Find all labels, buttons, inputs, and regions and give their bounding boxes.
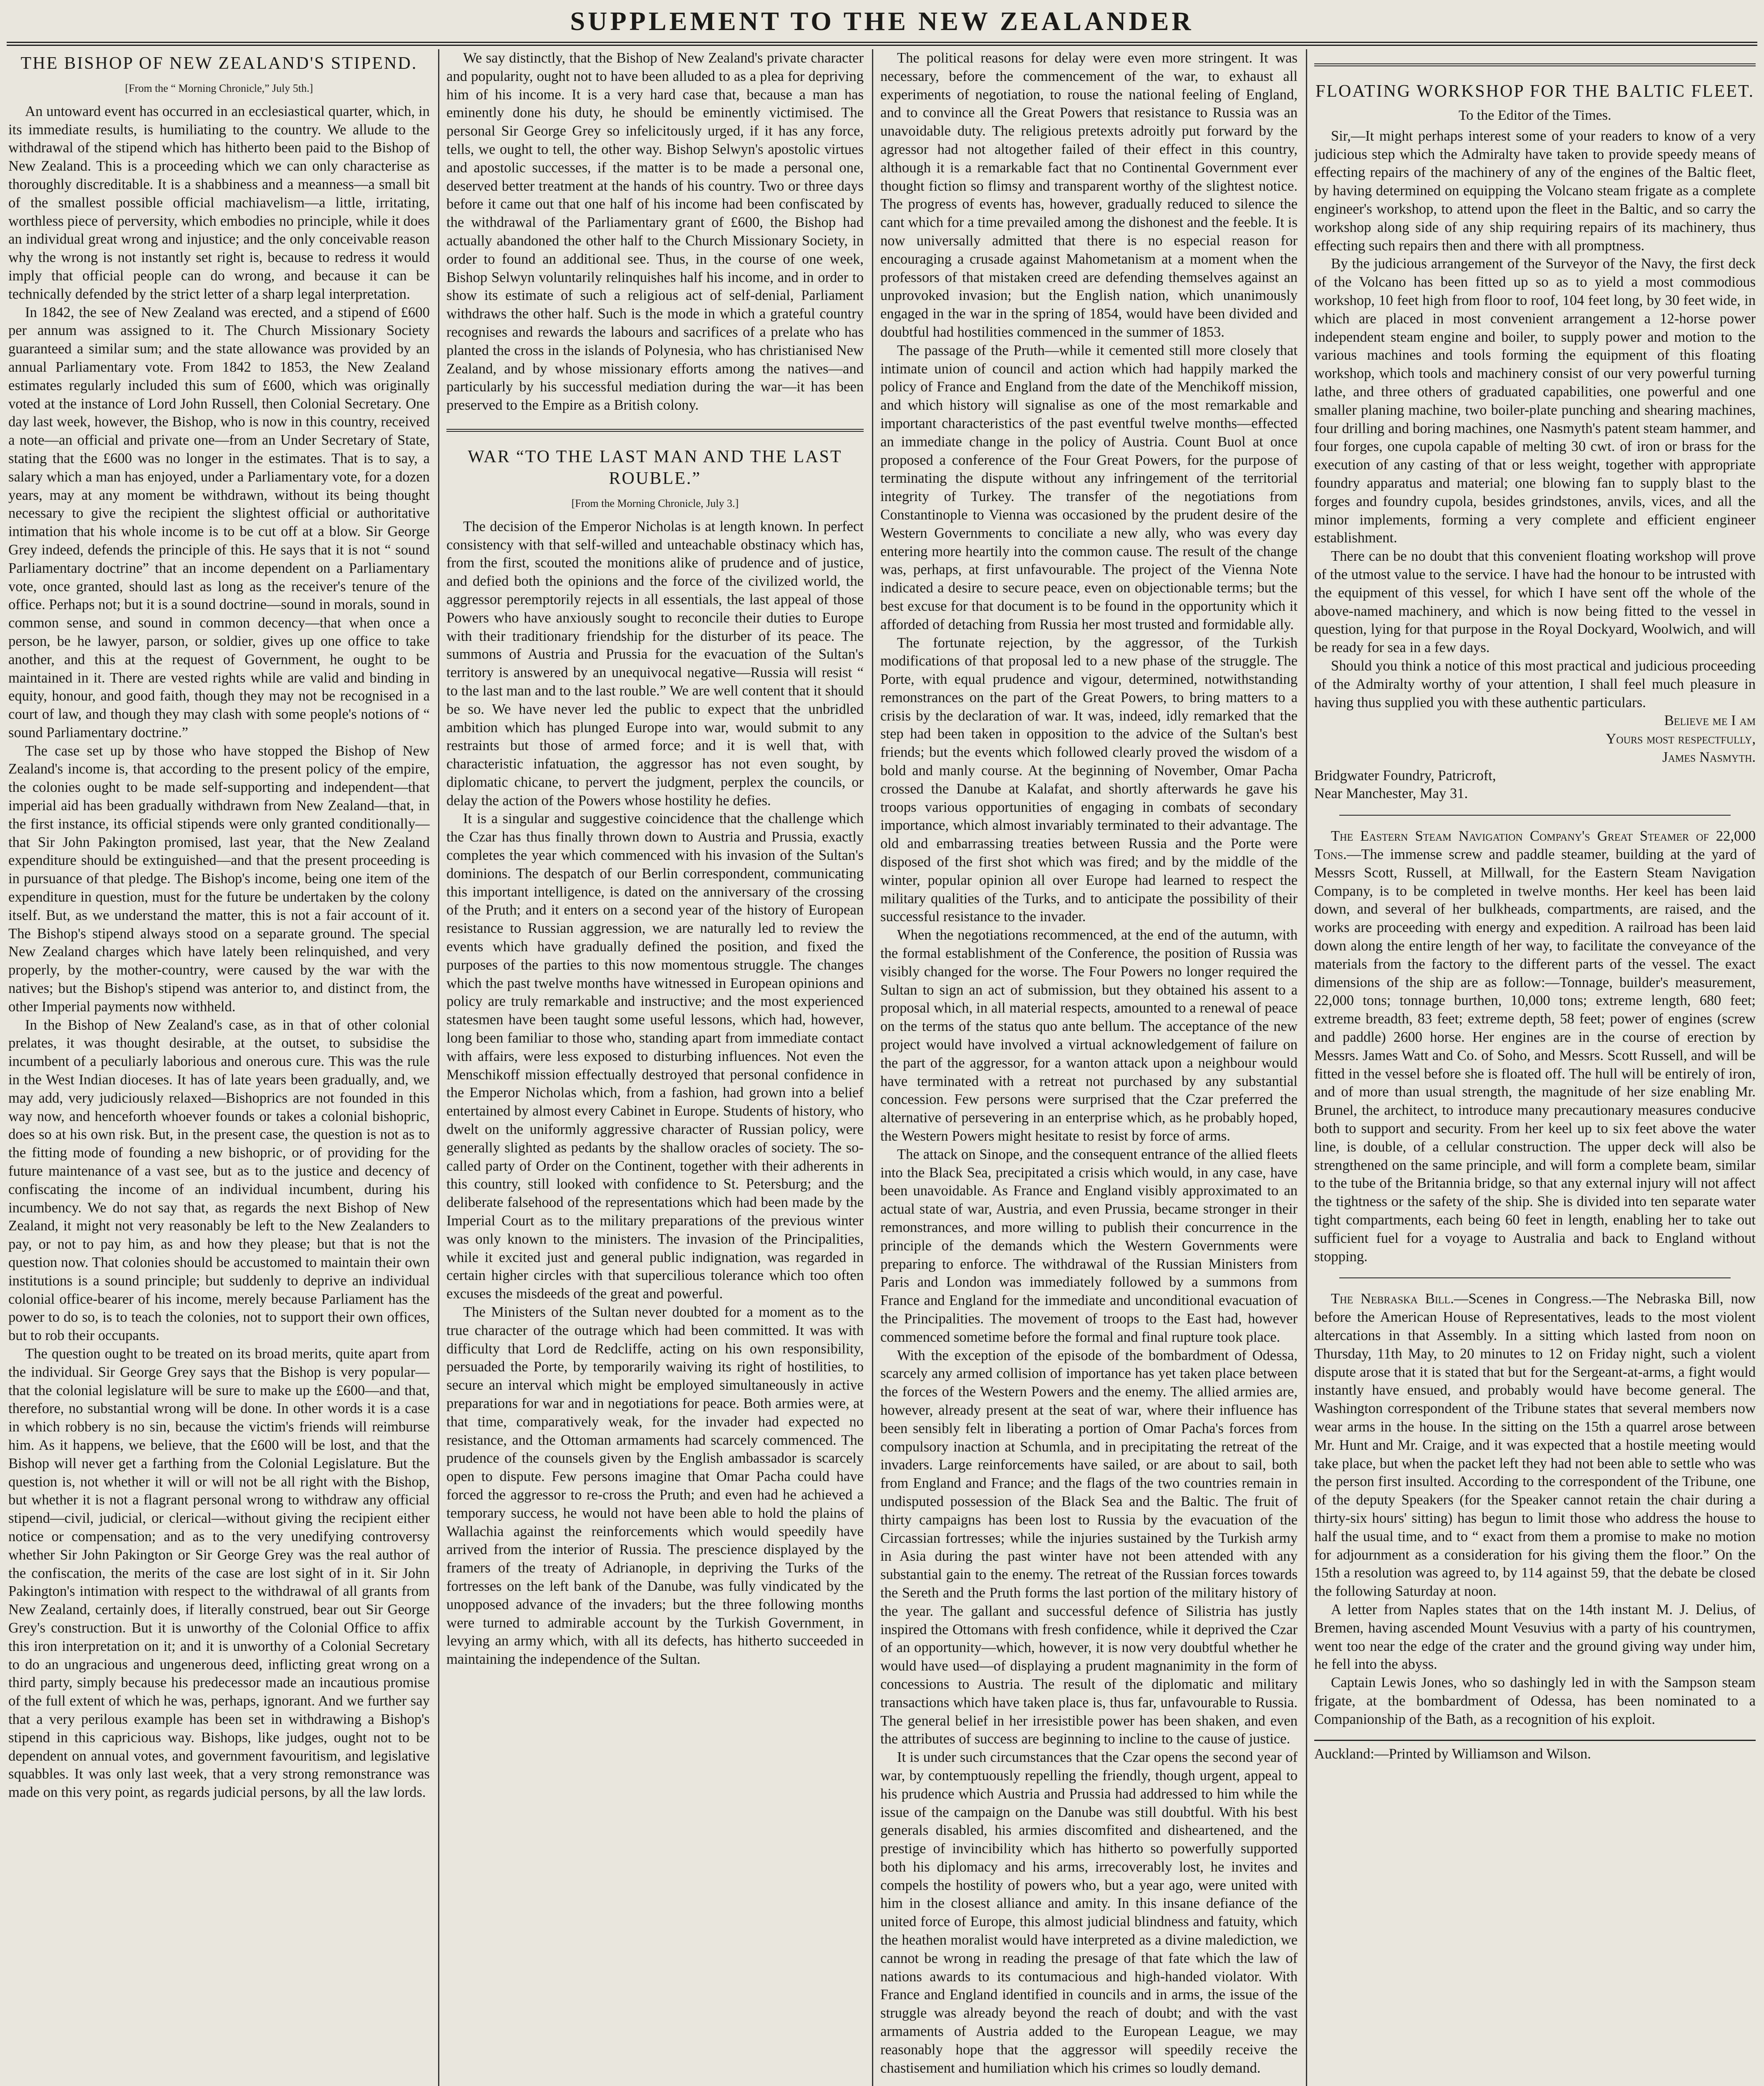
letter-closing: Believe me I am xyxy=(1664,713,1756,729)
column-2 xyxy=(446,49,864,2086)
letter-address: Bridgwater Foundry, Patricroft, xyxy=(1314,767,1496,784)
article-lead: The Nebraska Bill. xyxy=(1331,1291,1454,1307)
article-headline: WAR “TO THE LAST MAN AND THE LAST ROUBLE.” xyxy=(468,447,842,488)
article-paragraph: We say distinctly, that the Bishop of New Zealand's private character and popularity, ought not to have been alluded to as a plea for depriving him of his income. It is a very hard case that, because a man has eminently done his duty, he should be eminently victimised. The personal Sir George Grey so infelicitously urged, if it has any force, tells, we ought to tell, the other way. Bishop Selwyn's apostolic virtues and apostolic successes, if the matter is to be made a personal one, deserved better treatment at the hands of his country. Two or three days before it came out that one half of his income had been confiscated by the withdrawal of the Parliamentary grant of £600, the Bishop had actually abandoned the other half to the Church Missionary Society, in order to found an additional see. Thus, in the course of one week, Bishop Selwyn voluntarily relinquishes half his income, and in order to show its estimate of such a religious act of self-denial, Parliament withdraws the other half. Such is the mode in which a grateful country recognises and rewards the labours and sacrifices of a prelate who has planted the cross in the islands of Polynesia, who has christianised New Zealand, and by whose missionary efforts among the natives—and particularly by his successful mediation during the war—it has been preserved to the Empire as a British colony. xyxy=(446,50,864,413)
article-paragraph: There can be no doubt that this convenient floating workshop will prove of the utmost value to the service. I have had the honour to be intrusted with the equipment of this vessel, for which I have sent off the whole of the above-named machinery, and which is now being fitted to the vessel in question, lying for that purpose in the Royal Dockyard, Woolwich, and will be ready for sea in a few days. xyxy=(1314,548,1756,656)
article-paragraph xyxy=(1314,1290,1756,1601)
article-paragraph: An untoward event has occurred in an ecclesiastical quarter, which, in its immediate results, is humiliating to the country. We allude to the withdrawal of the stipend which has hitherto been paid to the Bishop of New Zealand. This is a proceeding which we can only characterise as thoroughly discreditable. It is a shabbiness and a meanness—a small bit of the smallest possible official machiavelism—a little, irritating, worthless piece of perversity, which embodies no principle, while it does an individual great wrong and injustice; and the only conceivable reason why the wrong is not instantly set right is, because to redress it would imply that official people can do wrong, and because it can be technically defended by the strict letter of a sharp legal interpretation. xyxy=(8,103,430,302)
article-divider xyxy=(1314,63,1756,66)
article-paragraph: It is under such circumstances that the Czar opens the second year of war, by contemptuously repelling the friendly, though urgent, appeal to his prudence which Austria and Prussia had addressed to him while the issue of the campaign on the Danube was still doubtful. With his best generals disabled, his armies discomfited and disheartened, and the prestige of invincibility which has hitherto so powerfully supported both his diplomacy and his arms, irrecoverably lost, he invites and compels the hostility of powers who, but a year ago, were united with him in the closest alliance and amity. In this insane defiance of the united force of Europe, this almost judicial blindness and fatuity, which the heathen moralist would have interpreted as a divine malediction, we cannot be wrong in reading the presage of that fate which the law of nations awards to its contumacious and high-handed violator. With France and England identified in councils and in arms, the issue of the struggle was already beyond the reach of doubt; and with the vast armaments of Austria added to the European League, we may reasonably hope that the aggressor will speedily receive the chastisement and humiliation which his crimes so loudly demand. xyxy=(880,1749,1298,2076)
article-source: [From the “ Morning Chronicle,” July 5th.] xyxy=(125,82,313,94)
article-lead: The Eastern Steam Navigation Company's Great Steamer of 22,000 Tons. xyxy=(1314,828,1756,863)
article-paragraph: The attack on Sinope, and the consequent entrance of the allied fleets into the Black Sea, precipitated a crisis which would, in any case, have been unavoidable. As France and England visibly approximated to an actual state of war, Austria, and even Prussia, became stronger in their remonstrances, and more willing to publish their concurrence in the principle of the demands which the Western Governments were preparing to enforce. The withdrawal of the Russian Ministers from Paris and London was immediately followed by a summons from France and England for the immediate and unconditional evacuation of the Principalities. The movement of troops to the East had, however commenced sometime before the formal and final rupture took place. xyxy=(880,1146,1298,1345)
article-paragraph: It is a singular and suggestive coincidence that the challenge which the Czar has thus finally thrown down to Austria and Prussia, exactly completes the year which commenced with his invasion of the Sultan's dominions. The despatch of our Berlin correspondent, communicating this important intelligence, is dated on the anniversary of the crossing of the Pruth; and it enters on a second year of the history of European resistance to Russian aggression, we are naturally led to review the events which have gradually defined the position, and fixed the purposes of the parties to this now momentous struggle. The changes which the past twelve months have witnessed in European opinions and policy are truly remarkable and instructive; and the most experienced statesmen have been taught some useful lessons, which had, however, long been familiar to those who, standing apart from immediate contact with affairs, were less exposed to disturbing influences. Not even the Menschikoff mission effectually destroyed that personal confidence in the Emperor Nicholas which, from a fashion, had grown into a belief entertained by almost every Cabinet in Europe. Students of history, who dwelt on the uniformly aggressive character of Russian policy, were generally slighted as pedants by the shallow oracles of society. The so-called party of Order on the Continent, together with their adherents in this country, still looked with confidence to St. Petersburg; and the deliberate falsehood of the representations which had been made by the Imperial Court as to the military preparations of the previous winter was only known to the ministers. The invasion of the Principalities, while it excited just and general public indignation, was regarded in certain higher circles with that supercilious tolerance which too often excuses the misdeeds of the great and powerful. xyxy=(446,811,864,1302)
article-text: —The immense screw and paddle steamer, building at the yard of Messrs Scott, Russell, at Millwall, for the Eastern Steam Navigation Company, is to be completed in twelve months. Her keel has been laid down, and several of her bulkheads, compartments, are raised, and the works are proceeding with energy and expedition. A railroad has been laid down along the entire length of her way, to facilitate the conveyance of the materials from the factory to the different parts of the vessel. The exact dimensions of the ship are as follow:—Tonnage, builder's measurement, 22,000 tons; tonnage burthen, 10,000 tons; extreme length, 680 feet; extreme breadth, 83 feet; extreme depth, 58 feet; power of engines (screw and paddle) 2600 horse. Her engines are in the course of erection by Messrs. James Watt and Co. of Soho, and Messrs. Scott Russell, and will be fitted in the vessel before she is floated off. The hull will be entirely of iron, and of more than usual strength, the magnitude of her size enabling Mr. Brunel, the architect, to introduce many precautionary measures conducive both to support and security. From her keel up to six feet above the water line, is double, of a cellular construction. The upper deck will also be strengthened on the same principle, and will form a complete beam, similar to the tube of the Britannia bridge, so that any external injury will not affect the tightness or the safety of the ship. She is divided into ten separate water tight compartments, each being 60 feet in length, enabling her to take out sufficient fuel for a voyage to Australia and back to England without stopping. xyxy=(1314,846,1756,1265)
article-paragraph: When the negotiations recommenced, at the end of the autumn, with the formal establishment of the Conference, the position of Russia was visibly changed for the worse. The Four Powers no longer required the Sultan to sign an act of submission, but they obtained his assent to a proposal which, in all material respects, amounted to a renewal of peace on the terms of the status quo ante bellum. The acceptance of the new project would have involved a virtual acknowledgement of failure on the part of the aggressor, for a wanton attack upon a neighbour would have terminated with a retreat not purchased by any substantial concession. Few persons were surprised that the Czar preferred the alternative of persevering in an enterprise which, as he probably hoped, the Western Powers might hesitate to resist by force of arms. xyxy=(880,927,1298,1144)
column-divider xyxy=(1306,49,1307,2086)
article-paragraph: A letter from Naples states that on the 14th instant M. J. Delius, of Bremen, having ascended Mount Vesuvius with a party of his countrymen, went too near the edge of the crater and the ground giving way under him, he fell into the abyss. xyxy=(1314,1601,1756,1673)
article-paragraph: The Ministers of the Sultan never doubted for a moment as to the true character of the outrage which had been committed. It was with difficulty that Lord de Redcliffe, acting on his own responsibility, persuaded the Porte, by temporarily waiving its right of hostilities, to secure an interval which might be employed simultaneously in active preparations for war and in negotiations for peace. Both armies were, at that time, comparatively weak, for the invader had expected no resistance, and the Ottoman armaments had scarcely commenced. The prudence of the counsels given by the English ambassador is scarcely open to dispute. Few persons imagine that Omar Pacha could have forced the aggressor to re-cross the Pruth; and even had he achieved a temporary success, he would not have been able to hold the plains of Wallachia against the reinforcements which would speedily have arrived from the interior of Russia. The prescience displayed by the framers of the treaty of Adrianople, in depriving the Turks of the fortresses on the left bank of the Danube, was fully vindicated by the unopposed advance of the invaders; but the three following months were turned to admirable account by the Turkish Government, in levying an army which, with all its defects, has hitherto succeeded in maintaining the independence of the Sultan. xyxy=(446,1304,864,1668)
article-divider xyxy=(1339,815,1731,816)
article-paragraph: The passage of the Pruth—while it cemented still more closely that intimate union of council and action which had happily marked the policy of France and England from the date of the Menchikoff mission, and which history will signalise as one of the most remarkable and important characteristics of the past eventful twelve months—effected an immediate change in the policy of Austria. Count Buol at once proposed a conference of the Four Great Powers, for the purpose of terminating the dispute without any infringement of the territorial integrity of Turkey. The transfer of the negotiations from Constantinople to Vienna was occasioned by the prudent desire of the Western Governments to conciliate a new ally, who was every day entering more heartily into the common cause. The result of the change was, perhaps, at first unfavourable. The project of the Vienna Note indicated a desire to secure peace, even on objectionable terms; but the best excuse for that document is to be found in the opportunity which it afforded of detaching from Russia her most trusted and formidable ally. xyxy=(880,342,1298,632)
article-source: [From the Morning Chronicle, July 3.] xyxy=(571,497,739,509)
article-paragraph: With the exception of the episode of the bombardment of Odessa, scarcely any armed collision of importance has yet taken place between the forces of the Western Powers and the enemy. The allied armies are, however, already present at the seat of war, where their influence has been sensibly felt in liberating a portion of Omar Pacha's forces from compulsory inaction at Schumla, and in precipitating the retreat of the invaders. Large reinforcements have sailed, or are about to sail, both from England and France; and the flags of the two countries remain in undisputed possession of the Black Sea and the Baltic. The fruit of thirty campaigns has been lost to Russia by the evacuation of the Circassian fortresses; while the injuries sustained by the Turkish army in Asia during the past winter have not been attended with any substantial gain to the enemy. The retreat of the Russian forces towards the Sereth and the Pruth forms the last portion of the military history of the year. The gallant and successful defence of Silistria has justly inspired the Ottomans with fresh confidence, while it deprived the Czar of an opportunity—which, however, it is now very doubtful whether he would have used—of displaying a prudent magnanimity in the form of concessions to Austria. The result of the diplomatic and military transactions which have taken place is, thus far, unfavourable to Russia. The general belief in her irresistible power has been shaken, and even the attributes of success are beginning to incline to the cause of justice. xyxy=(880,1347,1298,1747)
article-paragraph: Captain Lewis Jones, who so dashingly led in with the Sampson steam frigate, at the bombardment of Odessa, has been nominated to a Companionship of the Bath, as a recognition of his exploit. xyxy=(1314,1675,1756,1727)
masthead-rule xyxy=(7,42,1757,46)
letter-closing: Yours most respectfully, xyxy=(1605,731,1756,747)
article-paragraph: Sir,—It might perhaps interest some of your readers to know of a very judicious step which the Admiralty have taken to provide speedy means of effecting repairs of the machinery of any of the engines of the Baltic fleet, by having determined on equipping the Volcano steam frigate as a complete engineer's workshop, to attend upon the fleet in the Baltic, and so carry the workshop along side of any ship requiring repairs of its machinery, thus effecting such repairs then and there with all promptness. xyxy=(1314,128,1756,254)
printer-imprint: Auckland:—Printed by Williamson and Wilson. xyxy=(1314,1740,1756,1764)
article-paragraph: In the Bishop of New Zealand's case, as in that of other colonial prelates, it was thought desirable, at the outset, to subsidise the incumbent of a peculiarly laborious and onerous cure. This was the rule in the West Indian dioceses. It has of late years been gradually, and, we may add, very judiciously relaxed—Bishoprics are not founded in this way now, and henceforth whoever founds or takes a colonial bishopric, does so at his own risk. But, in the present case, the question is not as to the fitting mode of founding a new bishopric, or of providing for the future maintenance of a vast see, but as to the justice and decency of confiscating the income of an individual incumbent, during his incumbency. We do not say that, as regards the next Bishop of New Zealand, it might not very reasonably be left to the New Zealanders to pay, or not to pay him, as and how they please; but that is not the question now. That colonies should be accustomed to maintain their own institutions is a sound principle; but suddenly to deprive an individual colonial office-bearer of his income, merely because Parliament has the power to do so, is to teach the colonies, not to support their own offices, but to rob their occupants. xyxy=(8,1017,430,1344)
column-3 xyxy=(880,49,1298,2086)
article-divider xyxy=(1339,1277,1731,1278)
article-paragraph: The question ought to be treated on its broad merits, quite apart from the individual. Sir George Grey says that the Bishop is very popular—that the colonial legislature will be sure to make up the £600—and that, therefore, no substantial wrong will be done. In other words it is a case in which robbery is no sin, because the victim's friends will reimburse him. As it happens, we believe, that the £600 will be lost, and that the Bishop will never get a farthing from the Colonial Legislature. But the question is, not whether it will or will not be all right with the Bishop, but whether it is not a flagrant personal wrong to withdraw any official stipend—civil, judicial, or clerical—without giving the recipient either notice or compensation; and as to the very unedifying controversy whether Sir John Pakington or Sir George Grey was the real author of the confiscation, the merits of the case are lost sight of in it. Sir John Pakington's intimation with respect to the withdrawal of all grants from New Zealand, certainly does, if literally construed, bear out Sir George Grey's construction. But it is unworthy of the Colonial Office to affix this iron interpretation on it; and it is unworthy of a Colonial Secretary to do an ungracious and ungenerous deed, inflicting great wrong on a third party, simply because his predecessor made an incautious promise of the full extent of which he was, perhaps, ignorant. And we further say that a very perilous example has been set in withdrawing a Bishop's stipend in this capricious way. Bishops, like judges, ought not to be dependent on annual votes, and government favouritism, and legislative squabbles. It was only last week, that a very strong remonstrance was made on this very point, as regards judicial persons, by all the law lords. xyxy=(8,1345,430,1801)
article-headline: THE BISHOP OF NEW ZEALAND'S STIPEND. xyxy=(20,54,418,73)
article-paragraph: The fortunate rejection, by the aggressor, of the Turkish modifications of that proposal led to a new phase of the struggle. The Porte, with equal prudence and vigour, determined, notwithstanding remonstrances on the part of the Great Powers, to bring matters to a crisis by the declaration of war. It was, indeed, idly remarked that the step had been taken in opposition to the advice of the Sultan's best friends; but the events which followed clearly proved the wisdom of a bold and manly course. At the beginning of November, Omar Pacha crossed the Danube at Kalafat, and shortly afterwards he gave his troops various opportunities of engaging in combats of secondary importance, which almost invariably terminated to their advantage. The old and embarrassing treaties between Russia and the Porte were disposed of the first shot which was fired; and by the middle of the winter, popular opinion all over Europe had learned to respect the military qualities of the Turks, and to anticipate the possibility of their successful resistance to the invader. xyxy=(880,635,1298,925)
article-paragraph: Should you think a notice of this most practical and judicious proceeding of the Admiralty worthy of your attention, I shall feel much pleasure in having thus supplied you with these authentic particulars. xyxy=(1314,658,1756,710)
letter-greeting: To the Editor of the Times. xyxy=(1459,108,1611,123)
article-text: —Scenes in Congress.—The Nebraska Bill, now before the American House of Representatives, leads to the most violent altercations in that Assembly. In a sitting which lasted from noon on Thursday, 11th May, to 20 minutes to 12 on Friday night, such a violent dispute arose that it is stated that but for the Sergeant-at-arms, a fight would instantly have ensued, and probably would have become general. The Washington correspondent of the Tribune states that several members now wear arms in the house. In the sitting on the 15th a quarrel arose between Mr. Hunt and Mr. Craige, and it was expected that a hostile meeting would take place, but when the packet left they had not been able to settle who was the person first insulted. According to the correspondent of the Tribune, one of the deputy Speakers (for the Speaker cannot retain the chair during a thirty-six hours' sitting) has begun to limit those who address the house to half the usual time, and to “ exact from them a promise to make no motion for adjournment as a consideration for his giving them the floor.” On the 15th a resolution was agreed to, by 114 against 59, that the debate be closed the following Saturday at noon. xyxy=(1314,1291,1756,1600)
article-paragraph: The case set up by those who have stopped the Bishop of New Zealand's income is, that according to the present policy of the empire, the colonies ought to be made self-supporting and independent—that imperial aid has been gradually withdrawn from New Zealand—that, in the first instance, its official stipends were only granted conditionally—that Sir John Pakington promised, last year, that the New Zealand expenditure should be extinguished—and that the present proceeding is in pursuance of that pledge. The Bishop's income, being one item of the expenditure in question, must for the future be undertaken by the colony itself. But, as we understand the matter, this is not a fair account of it. The Bishop's stipend always stood on a separate ground. The special New Zealand charges which have lately been relinquished, and very properly, by the mother-country, were caused by the war with the natives; but the Bishop's stipend was anterior to, and distinct from, the other Imperial payments now withheld. xyxy=(8,743,430,1015)
article-paragraph: In 1842, the see of New Zealand was erected, and a stipend of £600 per annum was assigned to it. The Church Missionary Society guaranteed a similar sum; and the state allowance was provided by an annual Parliamentary vote. From 1842 to 1853, the New Zealand estimates regularly included this sum of £600, which was originally voted at the instance of Lord John Russell, then Colonial Secretary. One day last week, however, the Bishop, who is now in this country, received a note—an official and private one—from an Under Secretary of State, stating that the £600 was no longer in the estimates. That is to say, a salary which a man has enjoyed, under a Parliamentary vote, for a dozen years, may at any moment be withdrawn, without its being thought necessary to give the recipient the slightest official or authoritative intimation that his whole income is to be cut off at a blow. Sir George Grey indeed, defends the principle of this. He says that it is not “ sound Parliamentary doctrine” that an income dependent on a Parliamentary vote, once granted, should last as long as the receiver's tenure of the office. Perhaps not; but it is a sound doctrine—sound in morals, sound in common sense, and sound in common decency—that when once a person, be he lawyer, parson, or soldier, gives up one office to take another, and this at the request of Government, he ought to be maintained in it. There are vested rights while are valid and binding in equity, honour, and good faith, though they may not be recognised in a court of law, and though they may clash with some people's notions of “ sound Parliamentary doctrine.” xyxy=(8,304,430,741)
article-paragraph: The decision of the Emperor Nicholas is at length known. In perfect consistency with that self-willed and unteachable obstinacy which has, from the first, scouted the monitions alike of prudence and of justice, and defied both the opinions and the force of the civilized world, the aggressor peremptorily rejects in all essentials, the last appeal of those Powers who have anxiously sought to reconcile their duties to Europe with their traditionary friendship for the disturber of its peace. The summons of Austria and Prussia for the evacuation of the Sultan's territory is answered by an unequivocal negative—Russia will resist “ to the last man and to the last rouble.” We are well content that it should be so. We have never led the public to expect that the unbridled ambition which has plunged Europe into war, would submit to any restraints but those of armed force; and it is well that, with characteristic infatuation, the aggressor has not even sought, by diplomatic chicane, to pervert the judgment, perplex the councils, or delay the action of the Powers whose hostility he defies. xyxy=(446,518,864,809)
column-4 xyxy=(1314,49,1756,2086)
column-divider xyxy=(872,49,873,2086)
letter-address: Near Manchester, May 31. xyxy=(1314,786,1468,802)
column-divider xyxy=(438,49,439,2086)
masthead: SUPPLEMENT TO THE NEW ZEALANDER xyxy=(570,6,1194,36)
letter-signature: James Nasmyth. xyxy=(1662,749,1756,765)
article-headline: FLOATING WORKSHOP FOR THE BALTIC FLEET. xyxy=(1315,82,1754,101)
article-divider xyxy=(446,429,864,432)
article-paragraph: By the judicious arrangement of the Surveyor of the Navy, the first deck of the Volcano has been fitted up so as to yield a most commodious workshop, 10 feet high from floor to roof, 104 feet long, by 30 feet wide, in which are placed in most convenient arrangement a 12-horse power independent steam engine and boiler, to supply power and motion to the various machines and tools forming the equipment of this floating workshop, which tools and machinery consist of our very powerful turning lathe, and three others of graduated capabilities, one powerful and one smaller planing machine, two boiler-plate punching and shearing machines, four drilling and boring machines, one Nasmyth's patent steam hammer, and four forges, one cupola capable of melting 30 cwt. of iron or brass for the execution of any casting of that or less weight, together with appropriate foundry apparatus and material; one blowing fan to supply blast to the forges and foundry cupola, besides grindstones, anvils, vices, and all the minor implements, forming a very complete and efficient engineer establishment. xyxy=(1314,256,1756,546)
article-paragraph xyxy=(1314,827,1756,1266)
column-1 xyxy=(8,49,430,2086)
article-paragraph: The political reasons for delay were even more stringent. It was necessary, before the commencement of the war, to exhaust all experiments of negotiation, to rouse the national feeling of England, and to convince all the Great Powers that resistance to Russia was an unavoidable duty. The religious pretexts adroitly put forward by the agressor had not altogether failed of their effect in this country, although it is a remarkable fact that no Continental Government ever thought fiction so flimsy and transparent worthy of the slightest notice. The progress of events has, however, gradually reduced to silence the cant which for a time prevailed among the dishonest and the feeble. It is now universally admitted that there is no especial reason for encouraging a crusade against Mahometanism at a moment when the professors of that mistaken creed are defending themselves against an unprovoked invasion; but the English nation, which unanimously engaged in the war in the spring of 1854, would have been divided and doubtful had hostilities commenced in the summer of 1853. xyxy=(880,50,1298,340)
